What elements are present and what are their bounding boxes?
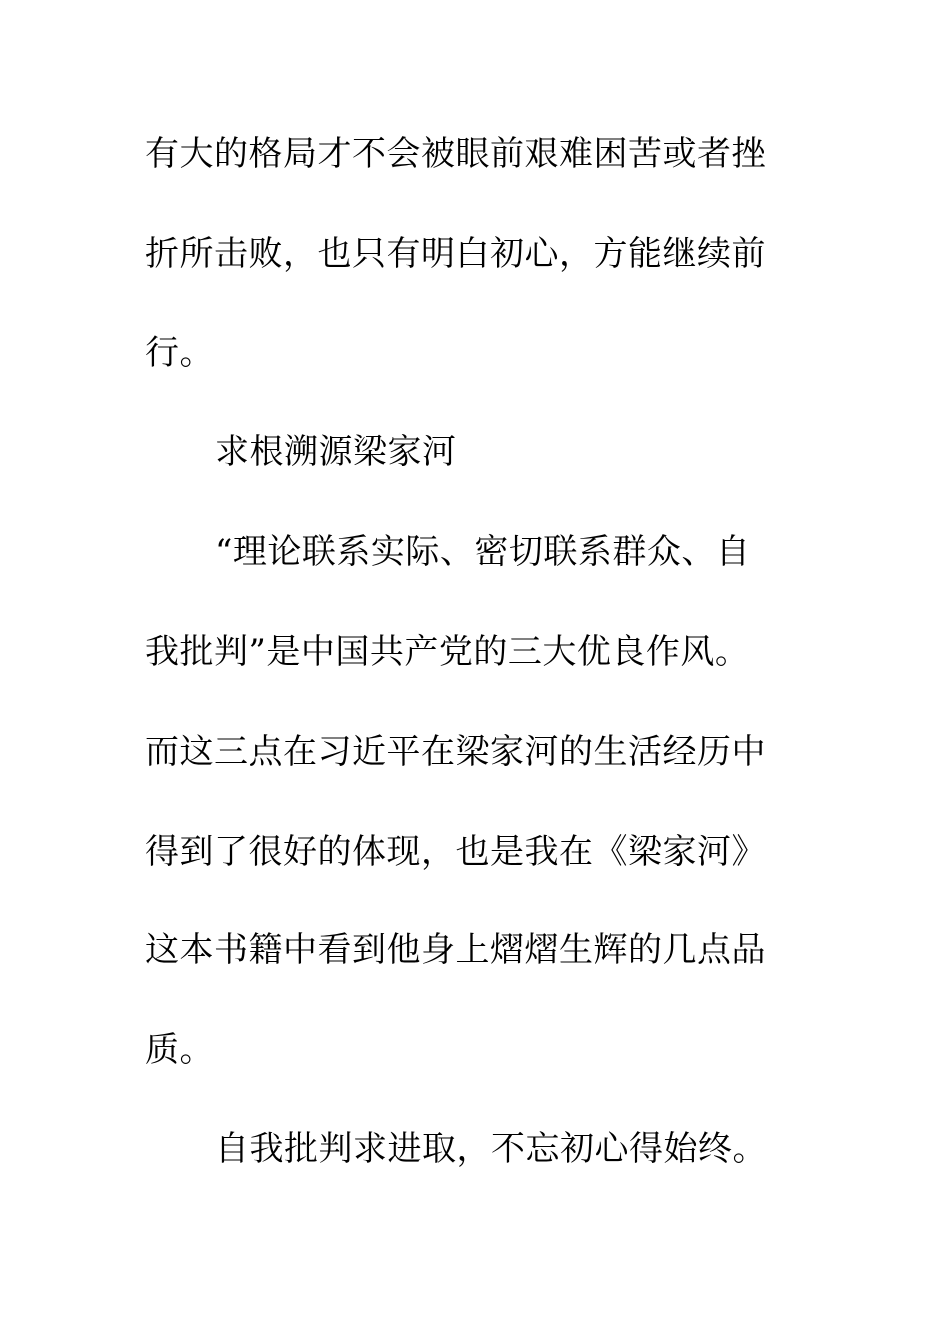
- section-heading: 自我批判求进取，不忘初心得始终。: [215, 1129, 767, 1169]
- paragraph-line: “理论联系实际、密切联系群众、自: [215, 532, 751, 572]
- section-heading: 求根溯源梁家河: [215, 432, 457, 472]
- paragraph-line: 这本书籍中看到他身上熠熠生辉的几点品: [145, 930, 766, 970]
- paragraph-line: 折所击败，也只有明白初心，方能继续前: [145, 234, 766, 274]
- paragraph-line: 而这三点在习近平在梁家河的生活经历中: [145, 732, 766, 772]
- paragraph-line: 我批判”是中国共产党的三大优良作风。: [145, 632, 750, 672]
- paragraph-line: 行。: [145, 333, 214, 373]
- paragraph-line: 质。: [145, 1030, 214, 1070]
- paragraph-line: 有大的格局才不会被眼前艰难困苦或者挫: [145, 134, 766, 174]
- paragraph-line: 得到了很好的体现，也是我在《梁家河》: [145, 832, 766, 872]
